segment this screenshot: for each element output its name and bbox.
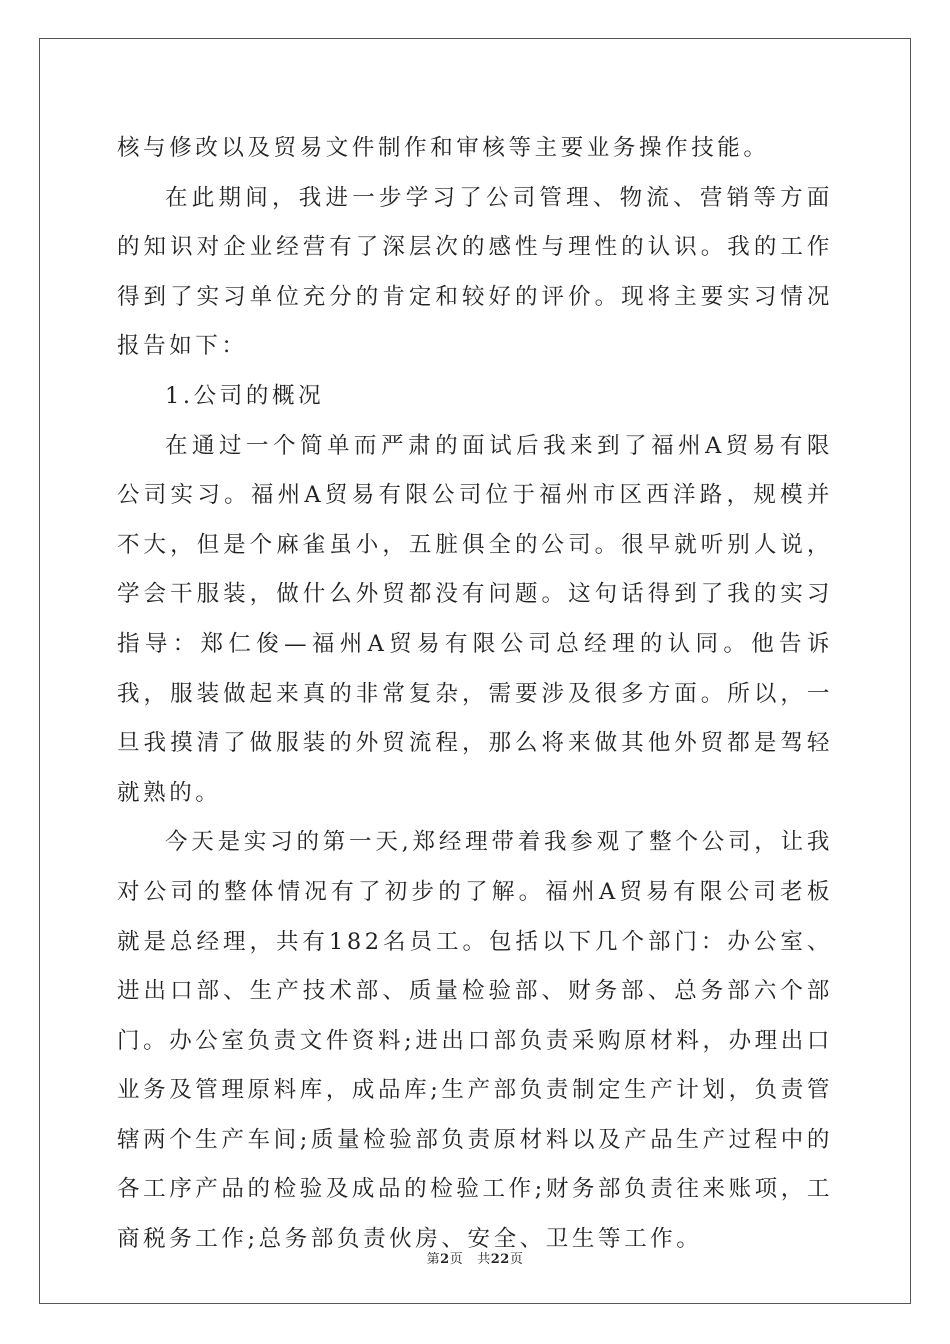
footer-total-pages: 22 xyxy=(490,1252,510,1267)
section-heading-company-overview: 1.公司的概况 xyxy=(165,382,325,409)
footer-page-number: 2 xyxy=(440,1252,450,1267)
footer-page-prefix: 第 xyxy=(426,1252,441,1267)
footer-total-prefix: 共 xyxy=(477,1252,491,1267)
paragraph-1: 核与修改以及贸易文件制作和审核等主要业务操作技能。 xyxy=(117,135,770,161)
paragraph-3: 在通过一个简单而严肃的面试后我来到了福州A贸易有限公司实习。福州A贸易有限公司位于福州市区西洋路，规模并不大，但是个麻雀虽小，五脏俱全的公司。很早就听别人说，学会干服装，做什么外贸都没有问题。这句话得到了我的实习指导：郑仁俊—福州A贸易有限公司总经理的认同。他告诉我，服装做起来真的非常复杂，需要涉及很多方面。所以，一旦我摸清了做服装的外贸流程，那么将来做其他外贸都是驾轻就熟的。 xyxy=(117,432,833,806)
document-body xyxy=(117,124,833,1265)
paragraph-2: 在此期间，我进一步学习了公司管理、物流、营销等方面的知识对企业经营有了深层次的感性与理性的认识。我的工作得到了实习单位充分的肯定和较好的评价。现将主要实习情况报告如下： xyxy=(117,184,833,360)
paragraph-4: 今天是实习的第一天,郑经理带着我参观了整个公司，让我对公司的整体情况有了初步的了解。福州A贸易有限公司老板就是总经理，共有182名员工。包括以下几个部门：办公室、进出口部、生产技术部、质量检验部、财务部、总务部六个部门。办公室负责文件资料;进出口部负责采购原材料，办理出口业务及管理原料库，成品库;生产部负责制定生产计划，负责管辖两个生产车间;质量检验部负责原材料以及产品生产过程中的各工序产品的检验及成品的检验工作;财务部负责往来账项，工商税务工作;总务部负责伙房、安全、卫生等工作。 xyxy=(117,829,833,1253)
page-footer xyxy=(0,1248,950,1267)
footer-total-unit: 页 xyxy=(509,1252,524,1267)
footer-page-unit: 页 xyxy=(449,1252,464,1267)
